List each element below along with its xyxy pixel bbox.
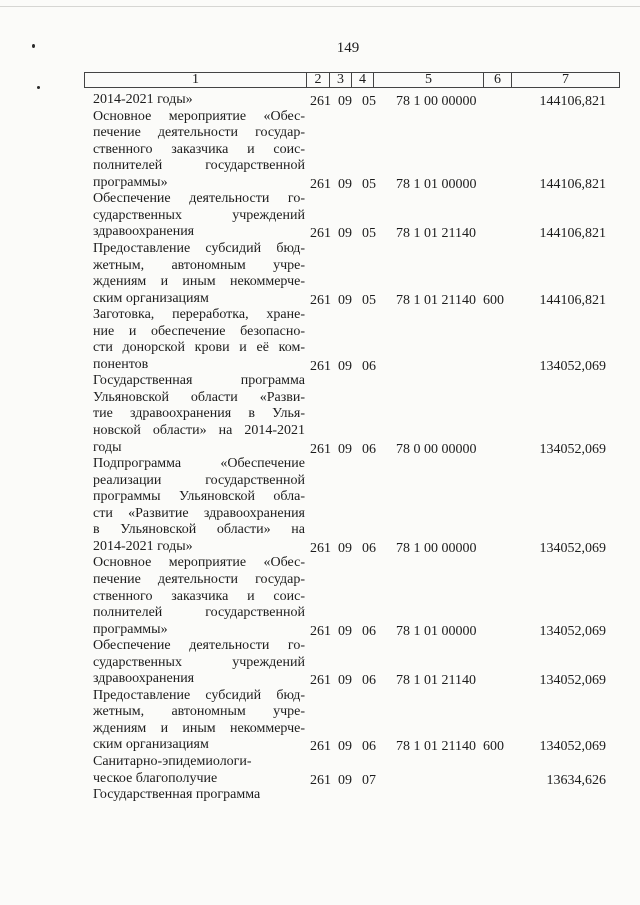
row-description-line: жетным, автономным учре- xyxy=(93,257,305,273)
row-description-line: реализации государственной xyxy=(93,472,305,488)
row-description-line: ским организациям xyxy=(93,737,209,753)
cell-ministry: 261 xyxy=(310,772,331,788)
row-description-line: Предоставление субсидий бюд- xyxy=(93,240,305,256)
row-description-line: здравоохранения xyxy=(93,224,195,240)
cell-target: 78 0 00 00000 xyxy=(396,441,477,457)
row-description-line: годы xyxy=(93,439,122,455)
cell-subsection: 05 xyxy=(362,94,376,109)
row-description-line: Основное мероприятие «Обес- xyxy=(93,108,305,124)
row-description-line: новской области» на 2014-2021 xyxy=(93,423,305,438)
cell-subsection: 05 xyxy=(362,292,376,308)
cell-ministry: 261 xyxy=(310,441,331,457)
row-description-line: полнителей государственной xyxy=(93,158,305,174)
cell-amount: 134052,069 xyxy=(539,739,606,755)
row-description-line: Санитарно-эпидемиологи- xyxy=(93,754,252,769)
cell-section: 09 xyxy=(338,673,352,689)
cell-target: 78 1 01 21140 xyxy=(396,739,476,755)
row-description-line: Основное мероприятие «Обес- xyxy=(93,555,305,571)
column-header: 5 xyxy=(374,73,484,87)
row-description-line: здравоохранения xyxy=(93,671,195,687)
cell-amount: 144106,821 xyxy=(539,176,606,192)
row-description-line: сти «Развитие здравоохранения xyxy=(93,505,305,521)
row-description-line: ческое благополучие xyxy=(93,770,218,786)
cell-target: 78 1 01 21140 xyxy=(396,292,476,308)
cell-section: 09 xyxy=(338,94,352,109)
cell-section: 09 xyxy=(338,441,352,457)
row-description-line: сударственных учреждений xyxy=(93,654,305,670)
row-description-line: Предоставление субсидий бюд- xyxy=(93,687,305,703)
row-description-line: ждениям и иным некоммерче- xyxy=(93,274,305,290)
row-description-line: Ульяновской области «Разви- xyxy=(93,389,305,405)
cell-section: 09 xyxy=(338,540,352,556)
cell-ministry: 261 xyxy=(310,540,331,556)
cell-ministry: 261 xyxy=(310,623,331,639)
row-description-line: ским организациям xyxy=(93,290,209,306)
row-description-line: программы» xyxy=(93,621,168,637)
cell-target: 78 1 01 21140 xyxy=(396,673,476,689)
cell-ministry: 261 xyxy=(310,292,331,308)
row-description-line: Обеспечение деятельности го- xyxy=(93,638,305,654)
cell-section: 09 xyxy=(338,772,352,788)
scan-speck xyxy=(37,86,40,89)
row-description-line: программы» xyxy=(93,174,168,190)
cell-amount: 144106,821 xyxy=(539,94,606,109)
row-description-line: Подпрограмма «Обеспечение xyxy=(93,456,305,472)
row-description-line: в Ульяновской области» на xyxy=(93,522,305,538)
row-description-line: 2014-2021 годы» xyxy=(93,538,193,554)
page-number: 149 xyxy=(336,40,360,56)
cell-subsection: 05 xyxy=(362,176,376,192)
cell-ministry: 261 xyxy=(310,673,331,689)
row-description-line: жетным, автономным учре- xyxy=(93,704,305,720)
cell-subsection: 06 xyxy=(362,739,376,755)
cell-amount: 134052,069 xyxy=(539,623,606,639)
cell-subsection: 07 xyxy=(362,772,376,788)
row-description-line: сти донорской крови и её ком- xyxy=(93,340,305,356)
cell-target: 78 1 00 00000 xyxy=(396,94,477,109)
row-description-line: Обеспечение деятельности го- xyxy=(93,191,305,207)
cell-section: 09 xyxy=(338,623,352,639)
row-description-line: ние и обеспечение безопасно- xyxy=(93,323,305,339)
cell-section: 09 xyxy=(338,226,352,242)
cell-subsection: 06 xyxy=(362,540,376,556)
row-description-line: тие здравоохранения в Улья- xyxy=(93,406,305,422)
cell-amount: 134052,069 xyxy=(539,540,606,556)
cell-expense: 600 xyxy=(483,292,504,308)
row-description-line: печение деятельности государ- xyxy=(93,125,305,141)
cell-amount: 13634,626 xyxy=(546,772,606,788)
cell-subsection: 06 xyxy=(362,673,376,689)
row-description-line: печение деятельности государ- xyxy=(93,571,305,587)
cell-ministry: 261 xyxy=(310,176,331,192)
cell-amount: 134052,069 xyxy=(539,441,606,457)
row-description-line: ждениям и иным некоммерче- xyxy=(93,720,305,736)
row-description-line: сударственных учреждений xyxy=(93,207,305,223)
row-description-line: понентов xyxy=(93,356,149,372)
cell-section: 09 xyxy=(338,739,352,755)
cell-subsection: 06 xyxy=(362,441,376,457)
column-header: 6 xyxy=(484,73,512,87)
cell-section: 09 xyxy=(338,176,352,192)
row-description-line: Заготовка, переработка, хране- xyxy=(93,307,305,323)
cell-section: 09 xyxy=(338,292,352,308)
row-description-line: ственного заказчика и соис- xyxy=(93,141,305,157)
column-header: 3 xyxy=(330,73,352,87)
cell-expense: 600 xyxy=(483,739,504,755)
column-header: 2 xyxy=(307,73,330,87)
cell-amount: 144106,821 xyxy=(539,226,606,242)
cell-target: 78 1 00 00000 xyxy=(396,540,477,556)
cell-subsection: 05 xyxy=(362,226,376,242)
cell-target: 78 1 01 21140 xyxy=(396,226,476,242)
cell-ministry: 261 xyxy=(310,94,331,109)
cell-ministry: 261 xyxy=(310,226,331,242)
column-header: 1 xyxy=(85,73,307,87)
cell-ministry: 261 xyxy=(310,739,331,755)
table-header xyxy=(84,72,620,88)
cell-section: 09 xyxy=(338,358,352,374)
cell-subsection: 06 xyxy=(362,623,376,639)
column-header: 4 xyxy=(352,73,374,87)
row-description-line: Государственная программа xyxy=(93,373,305,389)
row-description-line: Государственная программа xyxy=(93,787,261,803)
cell-target: 78 1 01 00000 xyxy=(396,623,477,639)
row-description-line: программы Ульяновской обла- xyxy=(93,489,305,505)
cell-amount: 144106,821 xyxy=(539,292,606,308)
column-header: 7 xyxy=(562,72,569,87)
row-description-line: 2014-2021 годы» xyxy=(93,92,193,107)
row-description-line: ственного заказчика и соис- xyxy=(93,588,305,604)
cell-amount: 134052,069 xyxy=(539,358,606,374)
cell-subsection: 06 xyxy=(362,358,376,374)
row-description-line: полнителей государственной xyxy=(93,605,305,621)
cell-amount: 134052,069 xyxy=(539,673,606,689)
scan-top-rule xyxy=(0,6,640,7)
cell-target: 78 1 01 00000 xyxy=(396,176,477,192)
cell-ministry: 261 xyxy=(310,358,331,374)
